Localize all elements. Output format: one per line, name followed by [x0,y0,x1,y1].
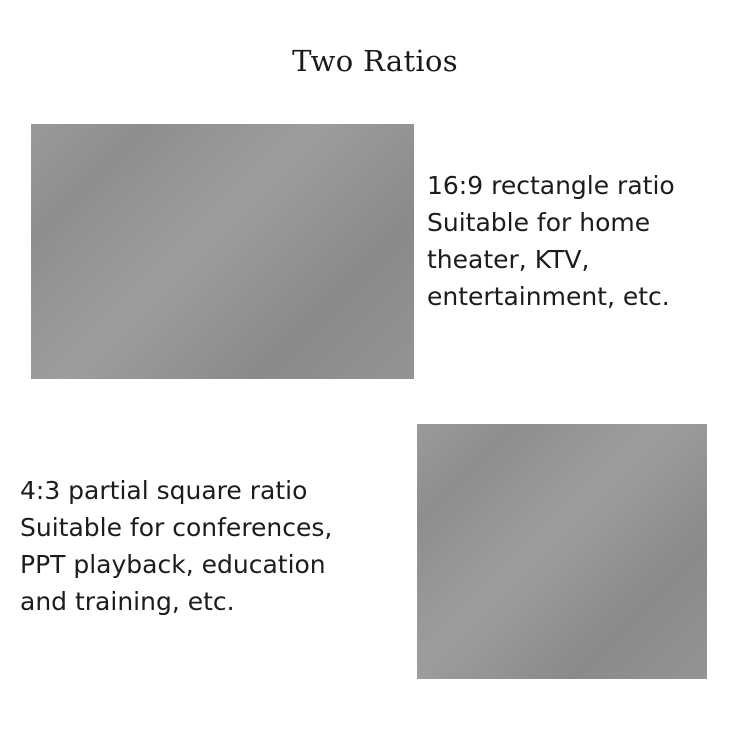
screen-preview-16-9 [31,124,414,379]
description-4-3-line-1: 4:3 partial square ratio [20,476,308,505]
description-16-9-line-3: theater, KTV, [427,245,590,274]
description-4-3-line-2: Suitable for conferences, [20,513,333,542]
description-4-3-line-4: and training, etc. [20,587,235,616]
description-4-3 [20,472,415,620]
description-16-9 [427,167,737,315]
description-16-9-line-1: 16:9 rectangle ratio [427,171,675,200]
page-title: Two Ratios [292,44,458,78]
description-16-9-line-4: entertainment, etc. [427,282,670,311]
screen-preview-4-3 [417,424,707,679]
description-16-9-line-2: Suitable for home [427,208,651,237]
description-4-3-line-3: PPT playback, education [20,550,326,579]
